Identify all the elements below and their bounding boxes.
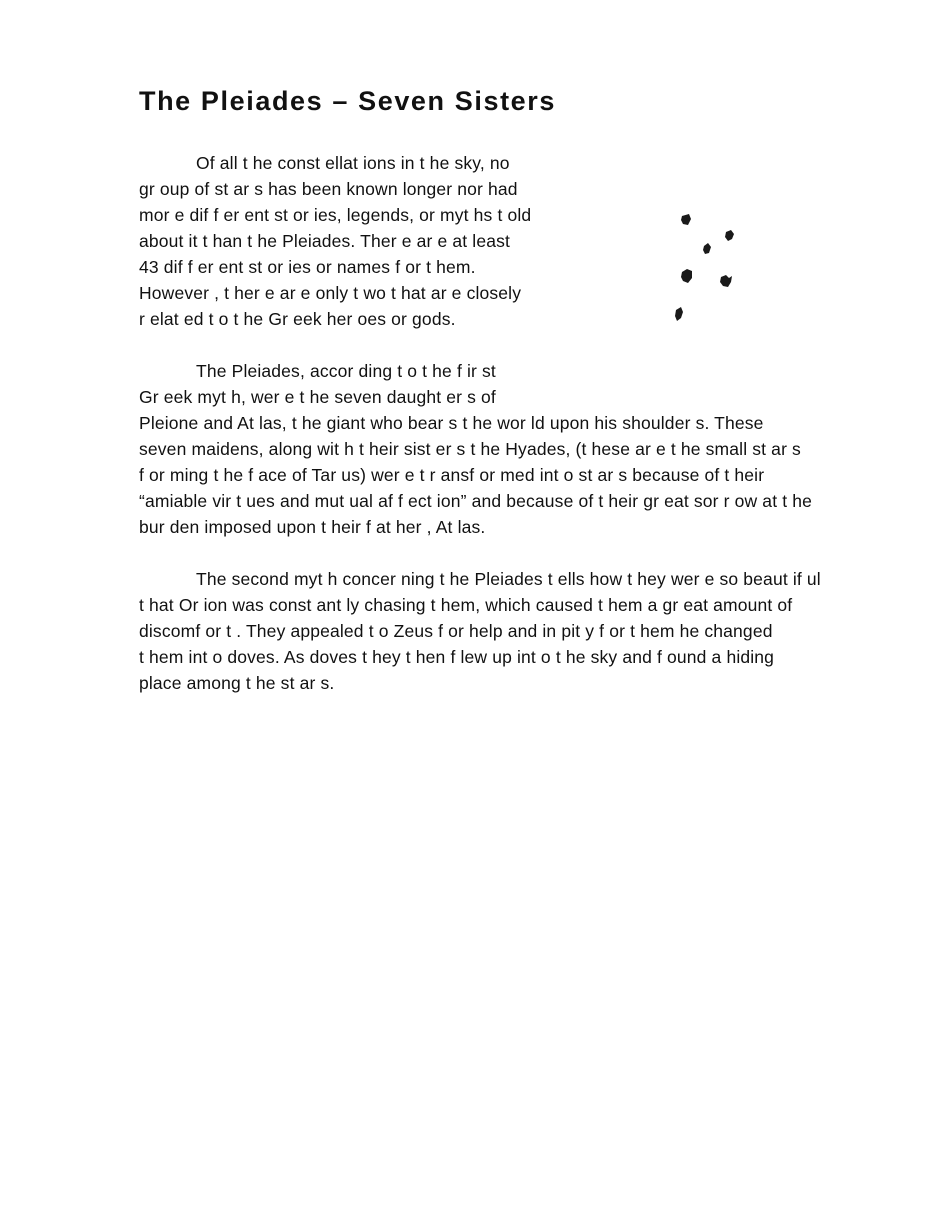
paragraph-2-line-6: “amiable vir t ues and mut ual af f ect ion” and because of t heir gr eat sor r ow at t he <box>139 491 813 511</box>
star-blot-2 <box>725 230 734 241</box>
paragraph-2-line-7: bur den imposed upon t heir f at her , At las. <box>139 517 486 537</box>
paragraph-2-line-4: seven maidens, along wit h t heir sist er s t he Hyades, (t hese ar e t he small st ar s <box>139 439 801 459</box>
star-blot-6 <box>675 307 683 321</box>
paragraph-2-line-1: The Pleiades, accor ding t o t he f ir st <box>196 361 496 381</box>
paragraph-1-line-4: about it t han t he Pleiades. Ther e ar e at least <box>139 231 511 251</box>
paragraph-2-line-2: Gr eek myt h, wer e t he seven daught er s of <box>139 387 496 407</box>
paragraph-3-line-1: The second myt h concer ning t he Pleiades t ells how t hey wer e so beaut if ul <box>196 569 821 589</box>
paragraph-1-line-5: 43 dif f er ent st or ies or names f or t hem. <box>139 257 476 277</box>
paragraph-2-line-5: f or ming t he f ace of Tar us) wer e t r ansf or med int o st ar s because of t heir <box>139 465 765 485</box>
pleiades-star-cluster-icon <box>668 208 744 330</box>
paragraph-2-line-3: Pleione and At las, t he giant who bear s t he wor ld upon his shoulder s. These <box>139 413 764 433</box>
paragraph-1-line-3: mor e dif f er ent st or ies, legends, or myt hs t old <box>139 205 532 225</box>
star-blot-4 <box>681 269 692 283</box>
page-title: The Pleiades – Seven Sisters <box>139 86 556 116</box>
star-blot-1 <box>681 214 691 225</box>
paragraph-1-line-7: r elat ed t o t he Gr eek her oes or gods. <box>139 309 456 329</box>
paragraph-3-line-3: discomf or t . They appealed t o Zeus f or help and in pit y f or t hem he changed <box>139 621 773 641</box>
star-blot-5 <box>720 275 732 287</box>
paragraph-3-line-4: t hem int o doves. As doves t hey t hen f lew up int o t he sky and f ound a hiding <box>139 647 775 667</box>
paragraph-3-line-2: t hat Or ion was const ant ly chasing t hem, which caused t hem a gr eat amount of <box>139 595 793 615</box>
paragraph-1-line-1: Of all t he const ellat ions in t he sky, no <box>196 153 510 173</box>
paragraph-3-line-5: place among t he st ar s. <box>139 673 335 693</box>
paragraph-1-line-6: However , t her e ar e only t wo t hat ar e closely <box>139 283 522 303</box>
star-blot-3 <box>703 243 711 254</box>
paragraph-1-line-2: gr oup of st ar s has been known longer nor had <box>139 179 518 199</box>
